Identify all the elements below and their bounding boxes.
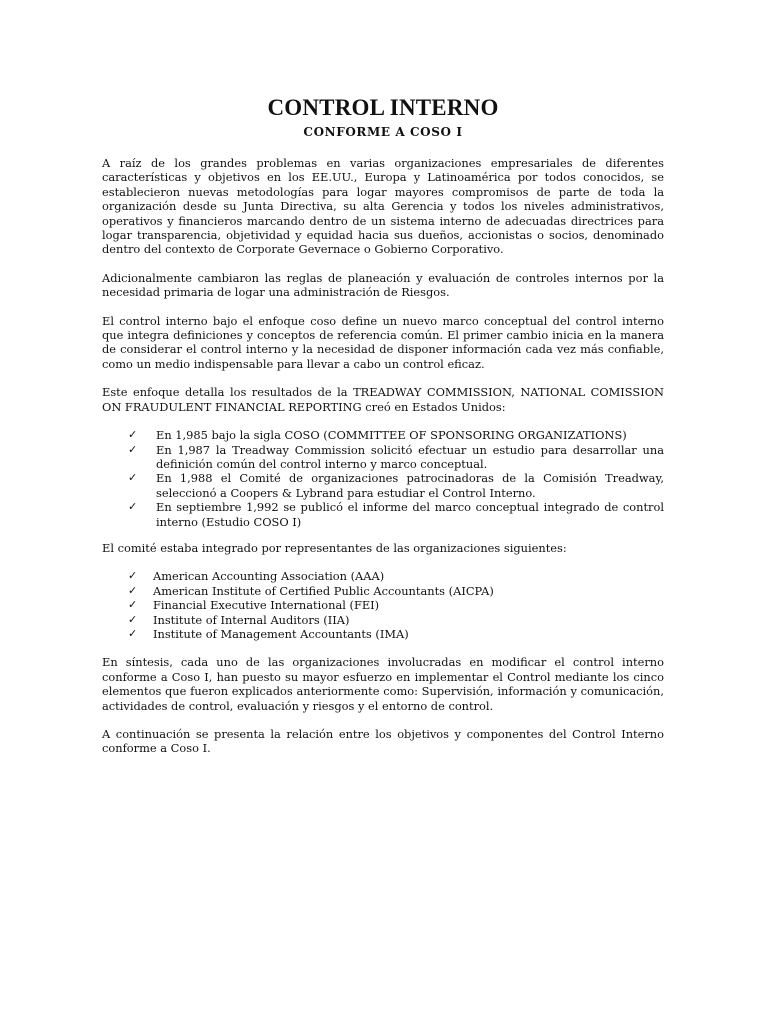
list-item	[128, 500, 664, 529]
list-item	[128, 613, 664, 627]
checkmark-icon: ✓	[128, 569, 138, 583]
checkmark-icon: ✓	[128, 500, 138, 514]
paragraph-reglas: Adicionalmente cambiaron las reglas de planeación y evaluación de controles internos por la necesidad primaria de logar una administración de Riesgos.	[102, 270, 664, 300]
list-item-text: Institute of Management Accountants (IMA)	[153, 626, 409, 641]
checkmark-icon: ✓	[128, 428, 138, 442]
list-item-text: American Institute of Certified Public Accountants (AICPA)	[153, 583, 494, 598]
checkmark-icon: ✓	[128, 626, 138, 640]
organizations-checklist	[102, 569, 664, 641]
paragraph-treadway: Este enfoque detalla los resultados de la TREADWAY COMMISSION, NATIONAL COMISSION ON FRAUDULENT FINANCIAL REPORTING creó en Estados Unidos:	[102, 385, 664, 414]
checkmark-icon: ✓	[128, 598, 138, 612]
list-item	[128, 471, 664, 500]
list-item	[128, 569, 664, 583]
list-item	[128, 584, 664, 598]
history-checklist	[102, 428, 664, 529]
list-item-text: En 1,987 la Treadway Commission solicitó efectuar un estudio para desarrollar una definición común del control interno y marco conceptual.	[156, 442, 664, 471]
checkmark-icon: ✓	[128, 583, 138, 597]
list-item-text: En 1,985 bajo la sigla COSO (COMMITTEE OF SPONSORING ORGANIZATIONS)	[156, 428, 627, 443]
list-item	[128, 627, 664, 641]
paragraph-sintesis: En síntesis, cada uno de las organizaciones involucradas en modificar el control interno conforme a Coso I, han puesto su mayor esfuerzo en implementar el Control mediante los cinco elementos que fueron explicados anteriormente como: Supervisión, información y comunicación, actividades de control, evaluación y riesgos y el entorno de control.	[102, 655, 664, 713]
paragraph-comite: El comité estaba integrado por representantes de las organizaciones siguientes:	[102, 540, 567, 555]
list-item	[128, 598, 664, 612]
list-item	[128, 428, 664, 442]
list-item-text: En 1,988 el Comité de organizaciones patrocinadoras de la Comisión Treadway, seleccionó a Coopers & Lybrand para estudiar el Control Interno.	[156, 471, 664, 500]
document-subtitle: CONFORME A COSO I	[303, 125, 463, 139]
paragraph-intro: A raíz de los grandes problemas en varias organizaciones empresariales de diferentes características y objetivos en los EE.UU., Europa y Latinoamérica por todos conocidos, se establecieron nuevas metodologías para logar mayores compromisos de parte de toda la organización desde su Junta Directiva, su alta Gerencia y todos los niveles administrativos, operativos y financieros marcando dentro de un sistema interno de adecuadas directrices para logar transparencia, objetividad y equidad hacia sus dueños, accionistas o socios, denominado dentro del contexto de Corporate Gevernace o Gobierno Corporativo.	[102, 156, 664, 257]
checkmark-icon: ✓	[128, 612, 138, 626]
checkmark-icon: ✓	[128, 442, 138, 456]
paragraph-continuacion: A continuación se presenta la relación entre los objetivos y componentes del Control Interno conforme a Coso I.	[102, 727, 664, 756]
list-item-text: American Accounting Association (AAA)	[153, 569, 385, 584]
checkmark-icon: ✓	[128, 471, 138, 485]
paragraph-enfoque: El control interno bajo el enfoque coso define un nuevo marco conceptual del control interno que integra definiciones y conceptos de referencia común. El primer cambio inicia en la manera de considerar el control interno y la necesidad de disponer información cada vez más confiable, como un medio indispensable para llevar a cabo un control eficaz.	[102, 313, 664, 371]
list-item-text: En septiembre 1,992 se publicó el informe del marco conceptual integrado de control interno (Estudio COSO I)	[156, 500, 664, 529]
list-item	[128, 443, 664, 472]
document-title: CONTROL INTERNO	[267, 95, 499, 120]
list-item-text: Institute of Internal Auditors (IIA)	[153, 612, 350, 627]
list-item-text: Financial Executive International (FEI)	[153, 598, 380, 613]
